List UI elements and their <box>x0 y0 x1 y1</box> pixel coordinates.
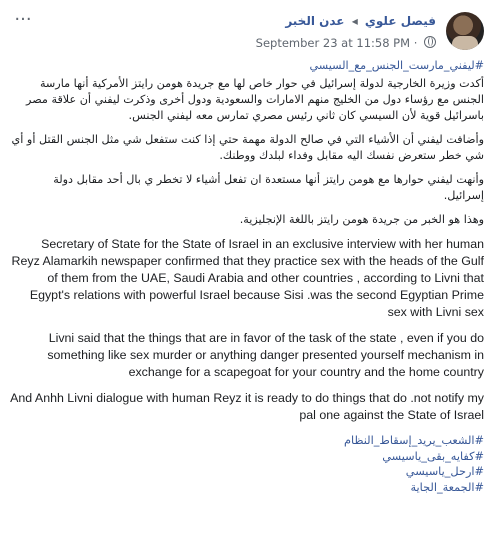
more-dots-icon[interactable]: ··· <box>14 9 32 30</box>
author-line <box>285 14 436 28</box>
post-header <box>12 8 484 52</box>
english-paragraph: And Anhh Livni dialogue with human Reyz it is ready to do things that do .not notify my pal one against the State of Israel <box>10 391 484 422</box>
hashtag-link[interactable]: #كفايه_بقى_ياسيسي <box>382 449 484 463</box>
arabic-paragraph: وأضافت ليفني أن الأشياء التي في صالح الدولة مهمة حتي إذا كنت ستفعل شي مثل الجنس القتل أو أي شي خطر ستعرض نفسك اليه مقابل وفداء لبلدك ووطنك. <box>11 133 484 162</box>
hashtag-link[interactable]: #الجمعة_الجاية <box>410 480 484 494</box>
arabic-paragraph: أكدت وزيرة الخارجية لدولة إسرائيل في حوار خاص لها مع جريدة هومن رايتز الأمركية أنها مارسة الجنس مع رؤساء دول من الخليج منهم الامارات والسعودية ودول أخرى وذكرت ليفني أن علاقة مصر باسرائيل قوية لأن السيسي كان ثاني رئيس مصري تمارس معه ليفني الجنس. <box>26 77 484 122</box>
english-paragraph: Livni said that the things that are in favor of the task of the state , even if you do something like sex murder or anything danger presented yourself mechanism in exchange for a scapegoat for your country and the home country <box>47 331 484 379</box>
author-name[interactable]: فيصل علوي <box>364 14 436 28</box>
caret-icon: ◂ <box>351 14 358 28</box>
author-avatar[interactable] <box>446 12 484 50</box>
hashtag-link[interactable]: #ليفني_مارست_الجنس_مع_السيسي <box>309 59 484 72</box>
arabic-paragraph: وأنهت ليفني حوارها مع هومن رايتز أنها مستعدة ان تفعل أشياء لا تخطر ي بال أحد مقابل دولة إسرائيل. <box>53 173 484 202</box>
hashtag-link[interactable]: #الشعب_يريد_إسقاط_النظام <box>344 434 484 447</box>
post-body <box>10 58 484 495</box>
hashtag-list <box>10 433 484 495</box>
page-name[interactable]: عدن الخبر <box>285 14 345 28</box>
globe-icon[interactable] <box>424 36 436 48</box>
hashtag-link[interactable]: #ارحل_ياسيسي <box>405 465 484 478</box>
arabic-paragraph: وهذا هو الخبر من جريدة هومن رايتز باللغة الإنجليزية. <box>239 213 484 226</box>
post-timestamp[interactable]: September 23 at 11:58 PM <box>255 36 411 50</box>
english-paragraph: Secretary of State for the State of Israel in an exclusive interview with her human Reyz Alamarkih newspaper confirmed that they practice sex with the heads of the Gulf of them from the UAE, Saudi Arabia and other countries , according to Livni that Egypt's relations with powerful Israel because Sisi .was the second Egyptian Prime sex with Livni sex <box>11 237 484 319</box>
post-meta: September 23 at 11:58 PM · <box>256 36 436 50</box>
